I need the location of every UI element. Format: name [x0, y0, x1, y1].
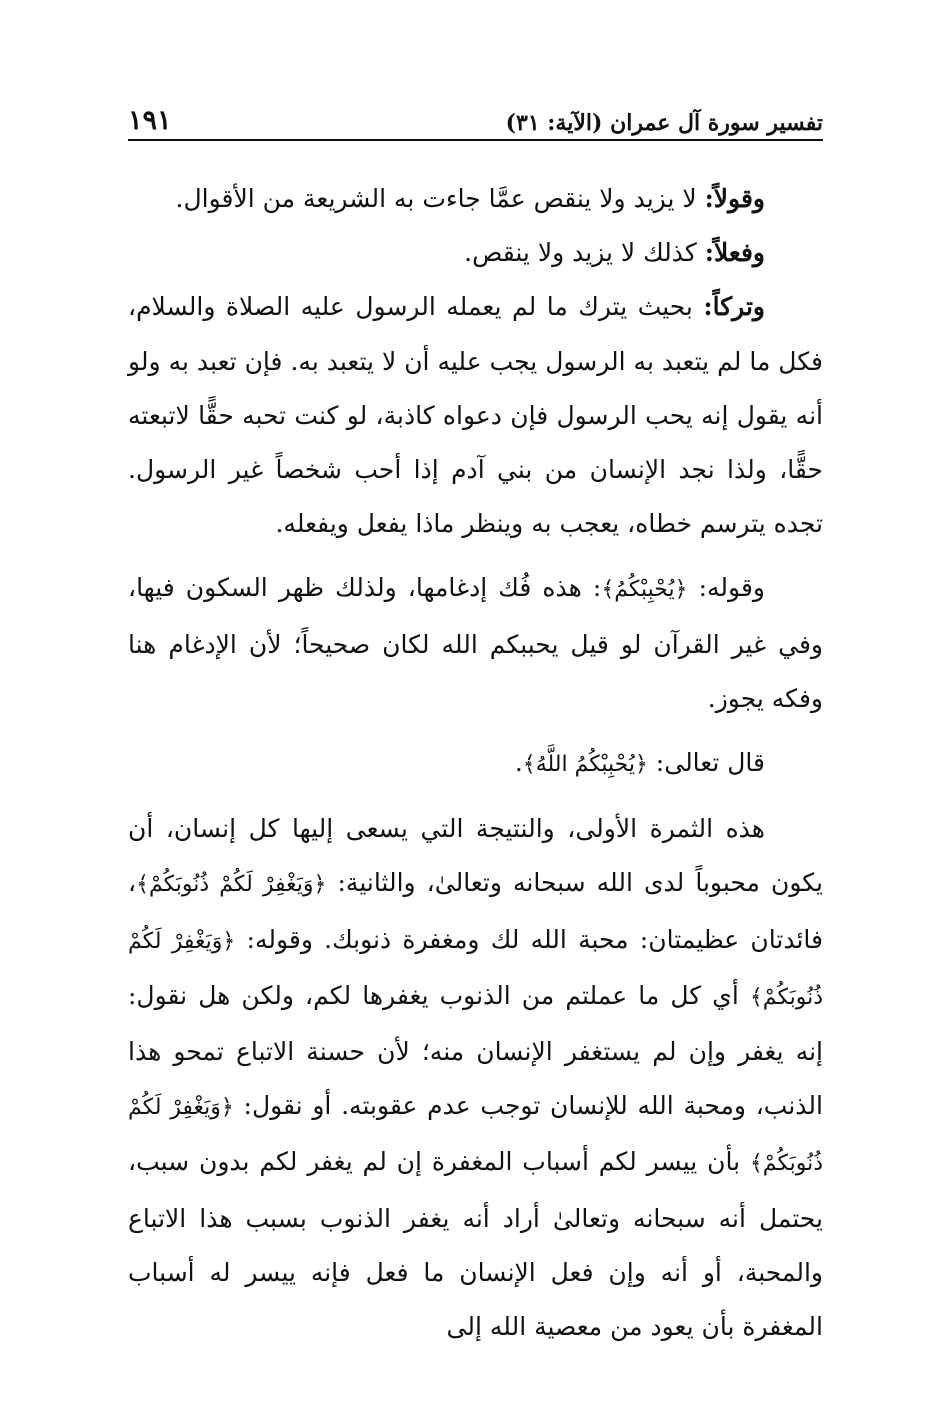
page-header — [128, 96, 823, 136]
paragraph-text: وقوله: — [687, 573, 765, 603]
quran-quote: ﴿وَيَغْفِرْ لَكُمْ ذُنُوبَكُمْ﴾ — [128, 1095, 823, 1177]
paragraph-text: : هذه فُك إدغامها، ولذلك ظهر السكون فيها، وفي غير القرآن لو قيل يحببكم الله لكان صحيحاً؛ لأن الإدغام هنا وفكه يجوز. — [128, 573, 823, 713]
paragraph-speech — [128, 172, 823, 226]
page-number: ١٩١ — [128, 105, 172, 136]
paragraph-lead: وتركاً: — [703, 292, 765, 322]
paragraph-fruits — [128, 802, 823, 1354]
paragraph-text: قال تعالى: — [647, 748, 765, 778]
paragraph-abstaining — [128, 280, 823, 551]
paragraph-text: هذه الثمرة الأولى، والنتيجة التي يسعى إليها كل إنسان، أن يكون محبوباً لدى الله سبحانه وتعالىٰ، والثانية: — [128, 814, 824, 898]
quran-quote: ﴿وَيَغْفِرْ لَكُمْ ذُنُوبَكُمْ﴾ — [136, 872, 327, 898]
paragraph-text: لا يزيد ولا ينقص عمَّا جاءت به الشريعة من الأقوال. — [175, 184, 705, 213]
paragraph-verse — [128, 736, 823, 792]
running-title: تفسير سورة آل عمران (الآية: ٣١) — [505, 110, 823, 136]
quran-quote: ﴿وَيَغْفِرْ لَكُمْ ذُنُوبَكُمْ﴾ — [128, 928, 823, 1010]
paragraph-lead: وقولاً: — [704, 184, 765, 213]
paragraph-yuhbibkum — [128, 561, 823, 726]
quran-quote: ﴿يُحْبِبْكُمُ﴾ — [601, 577, 688, 603]
paragraph-text: كذلك لا يزيد ولا ينقص. — [464, 238, 705, 268]
paragraph-text: بحيث يترك ما لم يعمله الرسول عليه الصلاة والسلام، فكل ما لم يتعبد به الرسول يجب عليه أن لا يتعبد به. فإن تعبد به ولو أنه يقول إنه يحب الرسول فإن دعواه كاذبة، لو كنت تحبه حقًّا لاتبعته حقًّا، ولذا نجد الإنسان من بني آدم إذا أحب شخصاً غير الرسول. تجده يترسم خطاه، يعجب به وينظر ماذا يفعل ويفعله. — [128, 292, 823, 539]
page-body — [128, 172, 823, 1354]
paragraph-text: ، فائدتان عظيمتان: محبة الله لك ومغفرة ذنوبك. وقوله: — [128, 868, 823, 954]
paragraph-lead: وفعلاً: — [704, 238, 765, 268]
quran-quote: ﴿يُحْبِبْكُمُ اللَّهُ﴾ — [522, 752, 648, 778]
paragraph-action — [128, 226, 823, 280]
paragraph-text: . — [514, 748, 523, 778]
header-rule — [128, 139, 823, 141]
paragraph-text: أي كل ما عملتم من الذنوب يغفرها لكم، ولكن هل نقول: إنه يغفر وإن لم يستغفر الإنسان منه؛ لأن حسنة الاتباع تمحو هذا الذنب، ومحبة الله للإنسان توجب عدم عقوبته. أو نقول: — [128, 980, 823, 1121]
paragraph-text: بأن ييسر لكم أسباب المغفرة إن لم يغفر لكم بدون سبب، يحتمل أنه سبحانه وتعالىٰ أراد أنه يغفر الذنوب بسبب هذا الاتباع والمحبة، أو أنه وإن فعل الإنسان ما فعل فإنه ييسر له أسباب المغفرة بأن يعود من معصية الله إلى — [128, 1147, 823, 1342]
